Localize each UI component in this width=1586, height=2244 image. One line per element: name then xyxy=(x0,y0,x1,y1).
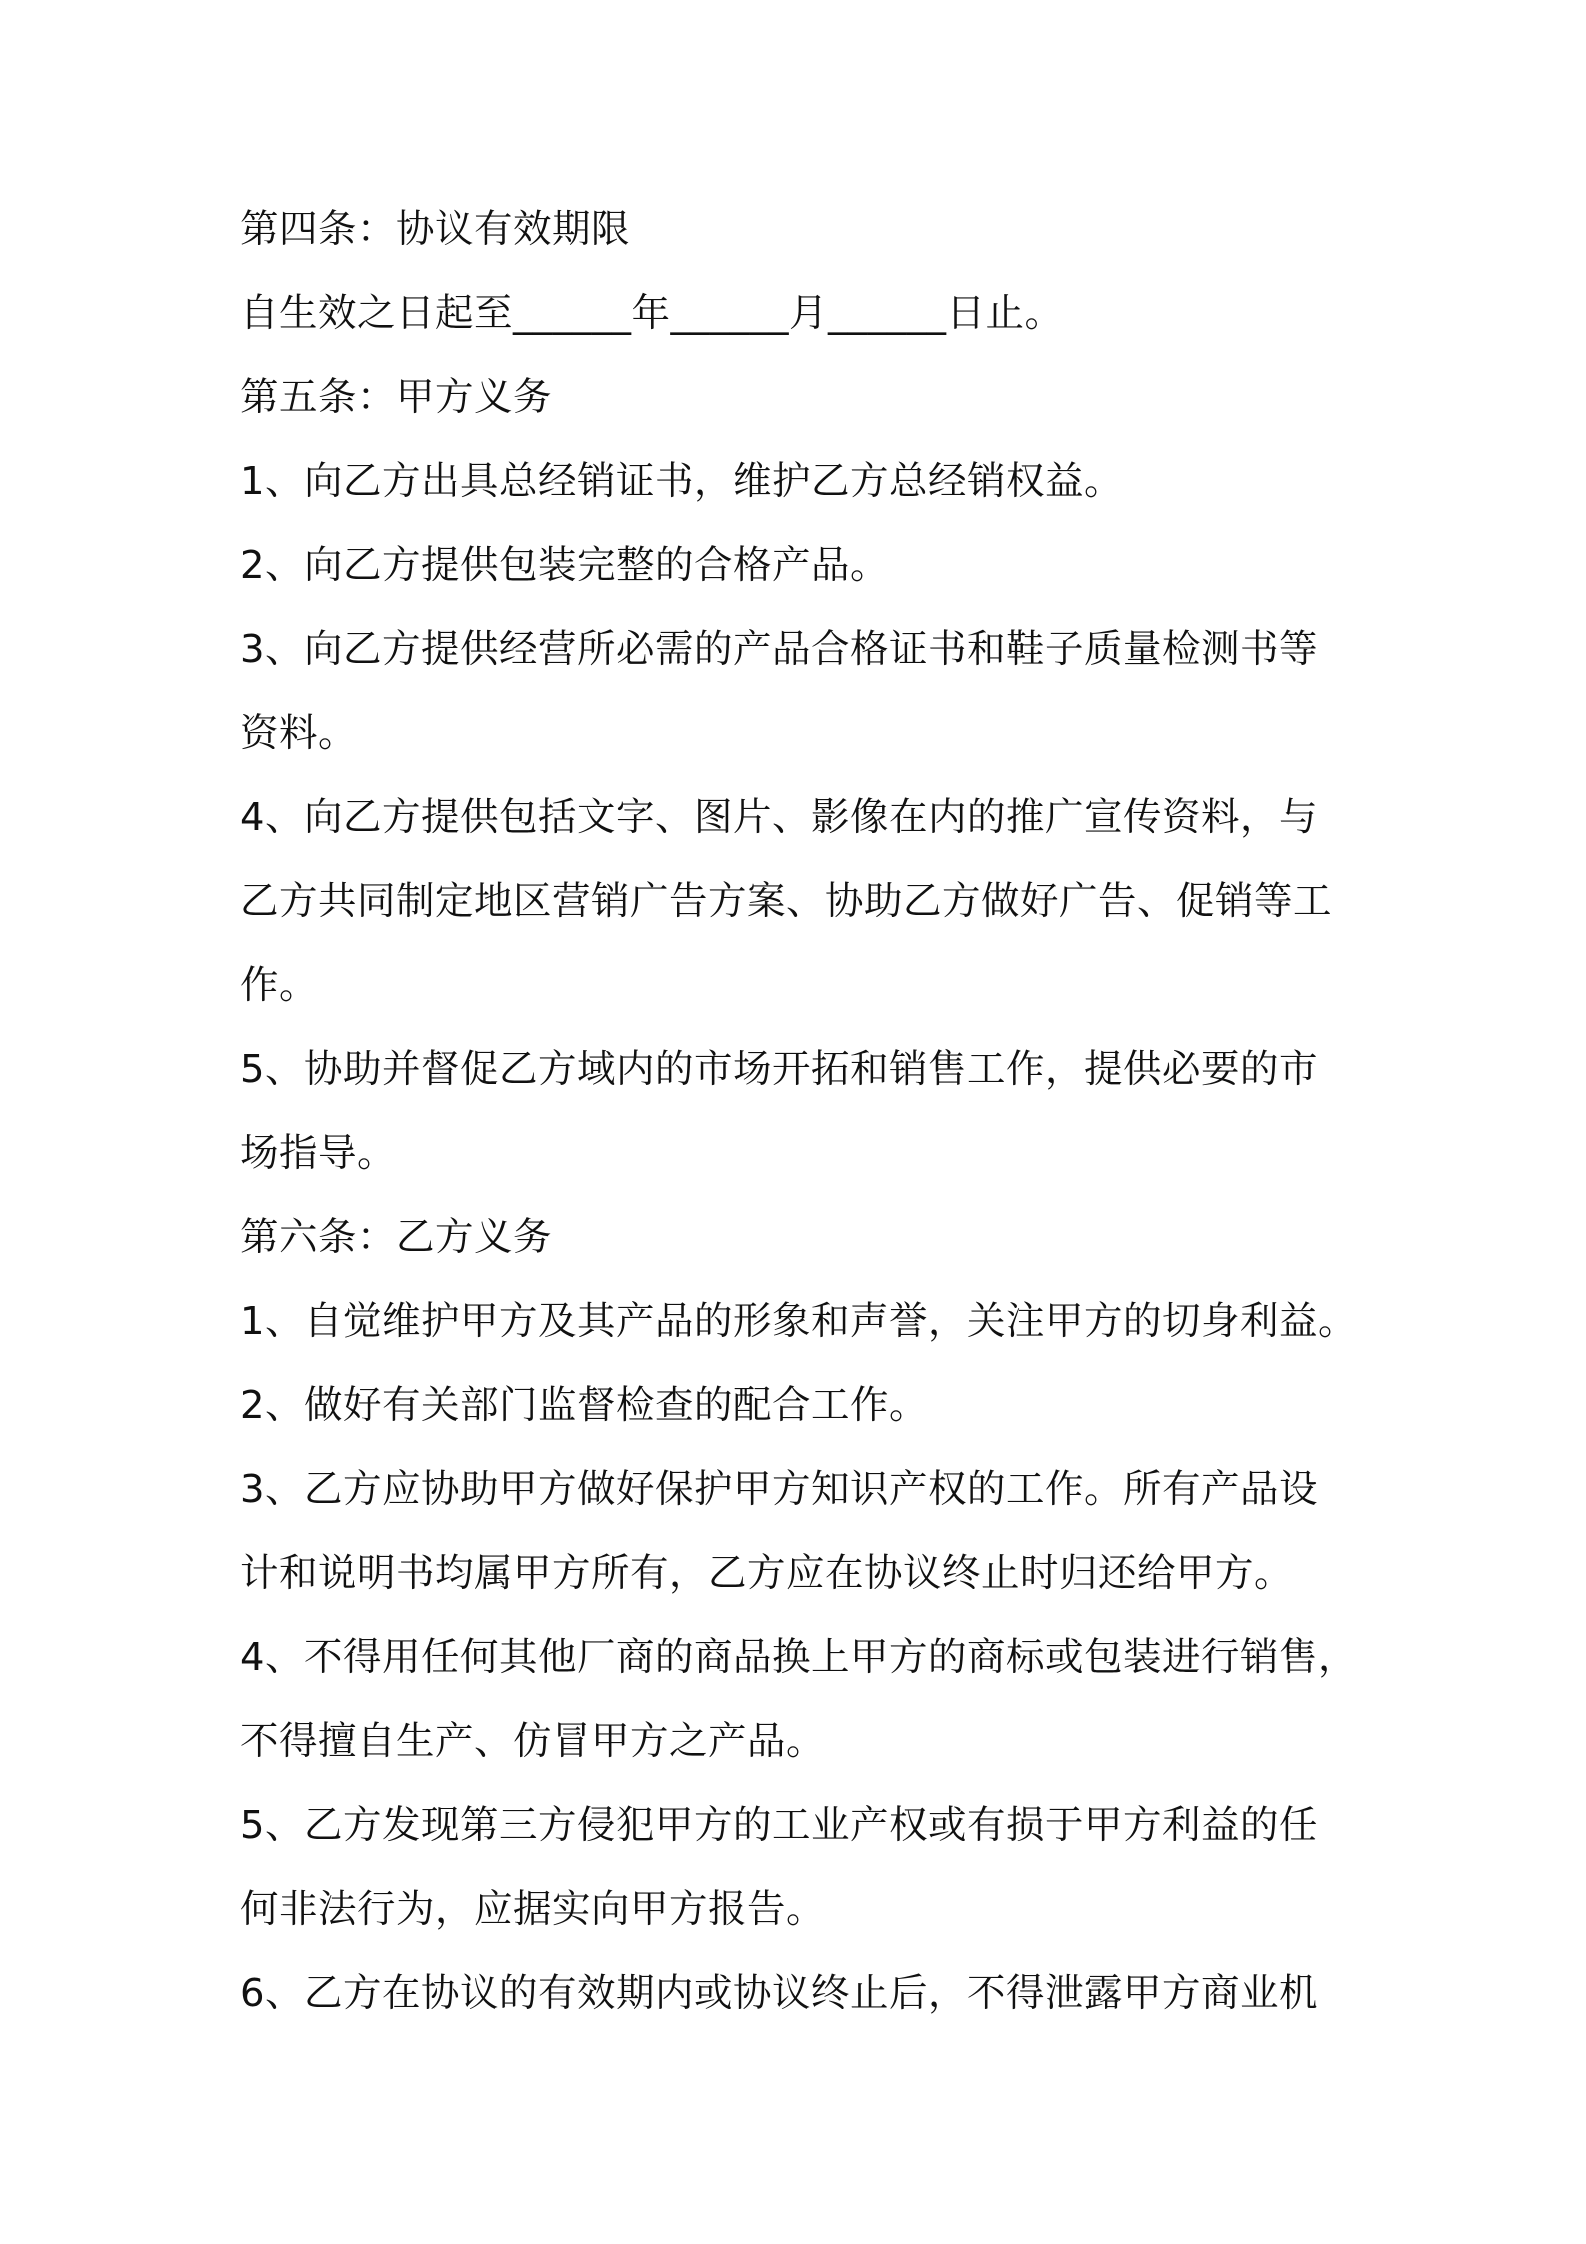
article-5-item-3-line-2: 资料。 xyxy=(240,711,358,756)
article-6-item-6-line-1: 6、乙方在协议的有效期内或协议终止后，不得泄露甲方商业机 xyxy=(240,1971,1318,2016)
article-5-item-4-line-1: 4、向乙方提供包括文字、图片、影像在内的推广宣传资料，与 xyxy=(240,795,1318,840)
article-6-item-4-line-2: 不得擅自生产、仿冒甲方之产品。 xyxy=(240,1719,826,1764)
article-6-item-4-line-1: 4、不得用任何其他厂商的商品换上甲方的商标或包装进行销售， xyxy=(240,1635,1357,1680)
article-6-item-1: 1、自觉维护甲方及其产品的形象和声誉，关注甲方的切身利益。 xyxy=(240,1299,1357,1344)
article-5-item-5-line-1: 5、协助并督促乙方域内的市场开拓和销售工作，提供必要的市 xyxy=(240,1047,1318,1092)
article-5-item-2: 2、向乙方提供包装完整的合格产品。 xyxy=(240,543,889,588)
article-5-item-3-line-1: 3、向乙方提供经营所必需的产品合格证书和鞋子质量检测书等 xyxy=(240,627,1318,672)
article-6-item-3-line-1: 3、乙方应协助甲方做好保护甲方知识产权的工作。所有产品设 xyxy=(240,1467,1318,1512)
article-6-item-3-line-2: 计和说明书均属甲方所有，乙方应在协议终止时归还给甲方。 xyxy=(240,1551,1294,1596)
article-6-item-5-line-1: 5、乙方发现第三方侵犯甲方的工业产权或有损于甲方利益的任 xyxy=(240,1803,1318,1848)
article-5-heading: 第五条：甲方义务 xyxy=(240,375,553,420)
article-6-item-5-line-2: 何非法行为，应据实向甲方报告。 xyxy=(240,1887,826,1932)
article-5-item-1: 1、向乙方出具总经销证书，维护乙方总经销权益。 xyxy=(240,459,1123,504)
article-4-text: 自生效之日起至______年______月______日止。 xyxy=(240,291,1064,336)
document-body xyxy=(240,188,1380,2036)
article-5-item-4-line-3: 作。 xyxy=(240,963,319,1008)
article-6-item-2: 2、做好有关部门监督检查的配合工作。 xyxy=(240,1383,928,1428)
article-5-item-5-line-2: 场指导。 xyxy=(240,1131,397,1176)
article-5-item-4-line-2: 乙方共同制定地区营销广告方案、协助乙方做好广告、促销等工 xyxy=(240,879,1333,924)
article-4-heading: 第四条：协议有效期限 xyxy=(240,207,631,252)
article-6-heading: 第六条：乙方义务 xyxy=(240,1215,553,1260)
